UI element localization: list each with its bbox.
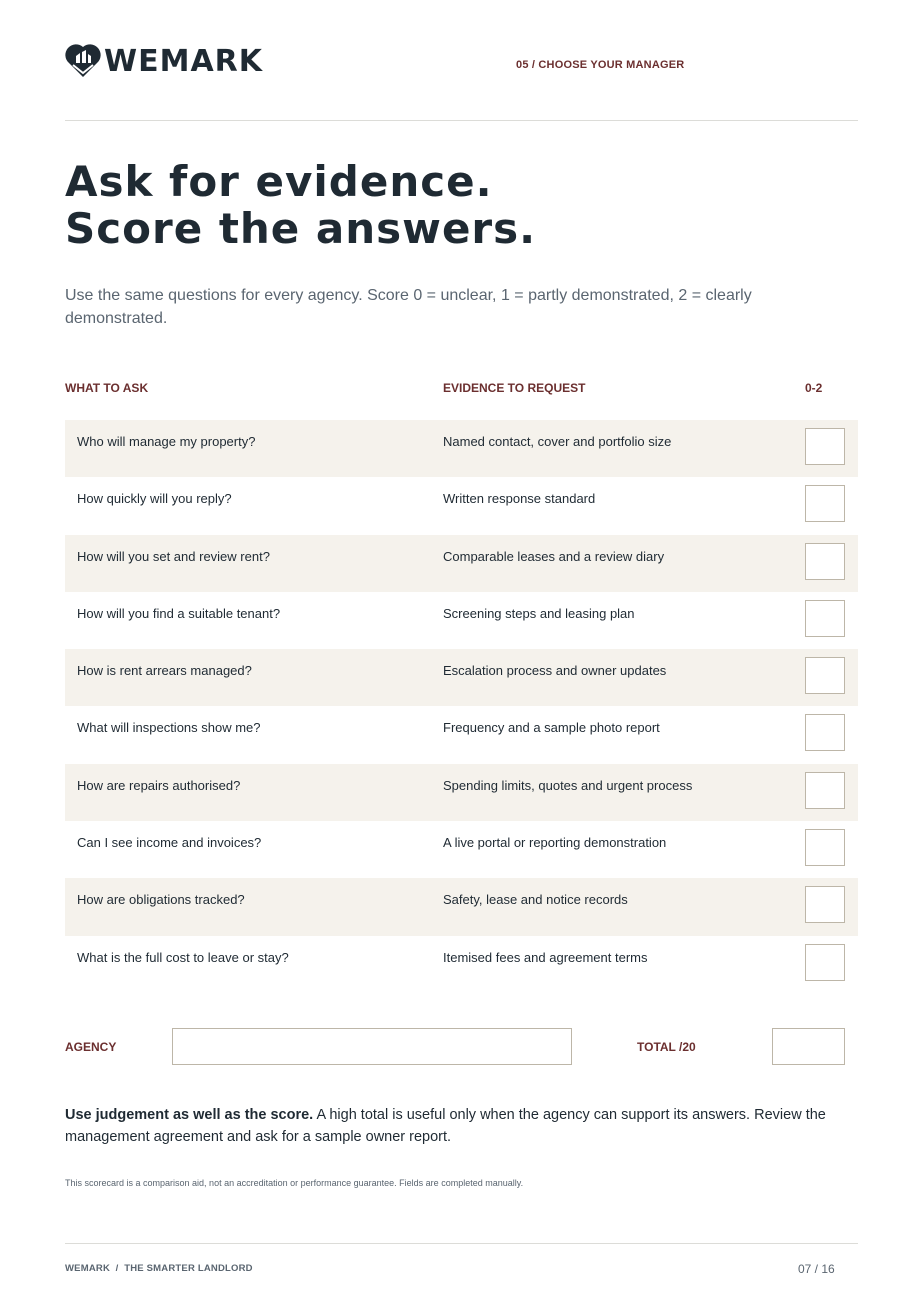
disclaimer-text: This scorecard is a comparison aid, not an accreditation or performance guarantee. Fields are completed manually. <box>65 1178 524 1188</box>
row-evidence: Frequency and a sample photo report <box>443 720 660 736</box>
guidance-note-bold: Use judgement as well as the score. <box>65 1107 314 1123</box>
row-question: Who will manage my property? <box>77 434 256 449</box>
guidance-note-text: A high total is useful only when the agency can support its answers. Review the management agreement and ask for a sample owner report. <box>65 1107 826 1145</box>
score-input[interactable] <box>805 428 845 465</box>
column-header-ask: WHAT TO ASK <box>65 381 149 395</box>
row-evidence: A live portal or reporting demonstration <box>443 835 667 851</box>
header-divider <box>65 120 858 121</box>
score-input[interactable] <box>805 485 845 522</box>
score-input[interactable] <box>805 944 845 981</box>
row-question: How are repairs authorised? <box>77 777 241 793</box>
row-evidence: Spending limits, quotes and urgent process <box>443 777 693 793</box>
brand-logo <box>65 43 263 79</box>
score-input[interactable] <box>805 714 845 751</box>
agency-label: AGENCY <box>65 1040 117 1054</box>
row-question: How are obligations tracked? <box>77 892 245 908</box>
total-label: TOTAL /20 <box>637 1040 696 1054</box>
section-label: 05 / CHOOSE YOUR MANAGER <box>516 59 685 71</box>
table-row <box>65 592 858 649</box>
row-question: What is the full cost to leave or stay? <box>77 949 289 965</box>
table-row <box>65 649 858 706</box>
row-question: What will inspections show me? <box>77 720 261 736</box>
score-input[interactable] <box>805 657 845 694</box>
row-question: How will you find a suitable tenant? <box>77 605 281 621</box>
row-evidence: Safety, lease and notice records <box>443 892 628 908</box>
intro-text: Use the same questions for every agency. Score 0 = unclear, 1 = partly demonstrated, 2 = clearly demonstrated. <box>65 287 752 327</box>
guidance-note <box>65 1104 855 1148</box>
row-question: How will you set and review rent? <box>77 548 270 564</box>
page-number: 07 / 16 <box>798 1262 835 1276</box>
column-header-evidence: EVIDENCE TO REQUEST <box>443 381 586 395</box>
row-evidence: Escalation process and owner updates <box>443 663 667 679</box>
page-header <box>65 40 858 90</box>
table-row <box>65 936 858 993</box>
footer-divider <box>65 1243 858 1244</box>
table-row <box>65 764 858 821</box>
score-input[interactable] <box>805 772 845 809</box>
table-row <box>65 706 858 763</box>
column-header-score: 0-2 <box>805 381 823 395</box>
total-field[interactable] <box>772 1028 845 1065</box>
table-row <box>65 420 858 477</box>
row-evidence: Itemised fees and agreement terms <box>443 949 648 965</box>
table-row <box>65 821 858 878</box>
agency-field[interactable] <box>172 1028 572 1065</box>
row-evidence: Written response standard <box>443 491 596 507</box>
house-shield-logo-icon <box>65 43 101 79</box>
table-row <box>65 878 858 935</box>
title-line-1: Ask for evidence. <box>65 157 493 206</box>
score-input[interactable] <box>805 600 845 637</box>
table-row <box>65 477 858 534</box>
score-input[interactable] <box>805 829 845 866</box>
scorecard-table <box>65 420 858 993</box>
row-question: How is rent arrears managed? <box>77 663 252 679</box>
brand-name: WEMARK <box>104 43 264 79</box>
row-evidence: Comparable leases and a review diary <box>443 548 665 564</box>
score-input[interactable] <box>805 543 845 580</box>
row-question: Can I see income and invoices? <box>77 835 262 851</box>
footer-brand: WEMARK / THE SMARTER LANDLORD <box>65 1263 253 1274</box>
row-evidence: Named contact, cover and portfolio size <box>443 434 672 449</box>
row-evidence: Screening steps and leasing plan <box>443 605 635 621</box>
table-row <box>65 535 858 592</box>
title-line-2: Score the answers. <box>65 204 537 253</box>
page-title <box>65 158 536 252</box>
row-question: How quickly will you reply? <box>77 491 232 507</box>
score-input[interactable] <box>805 886 845 923</box>
